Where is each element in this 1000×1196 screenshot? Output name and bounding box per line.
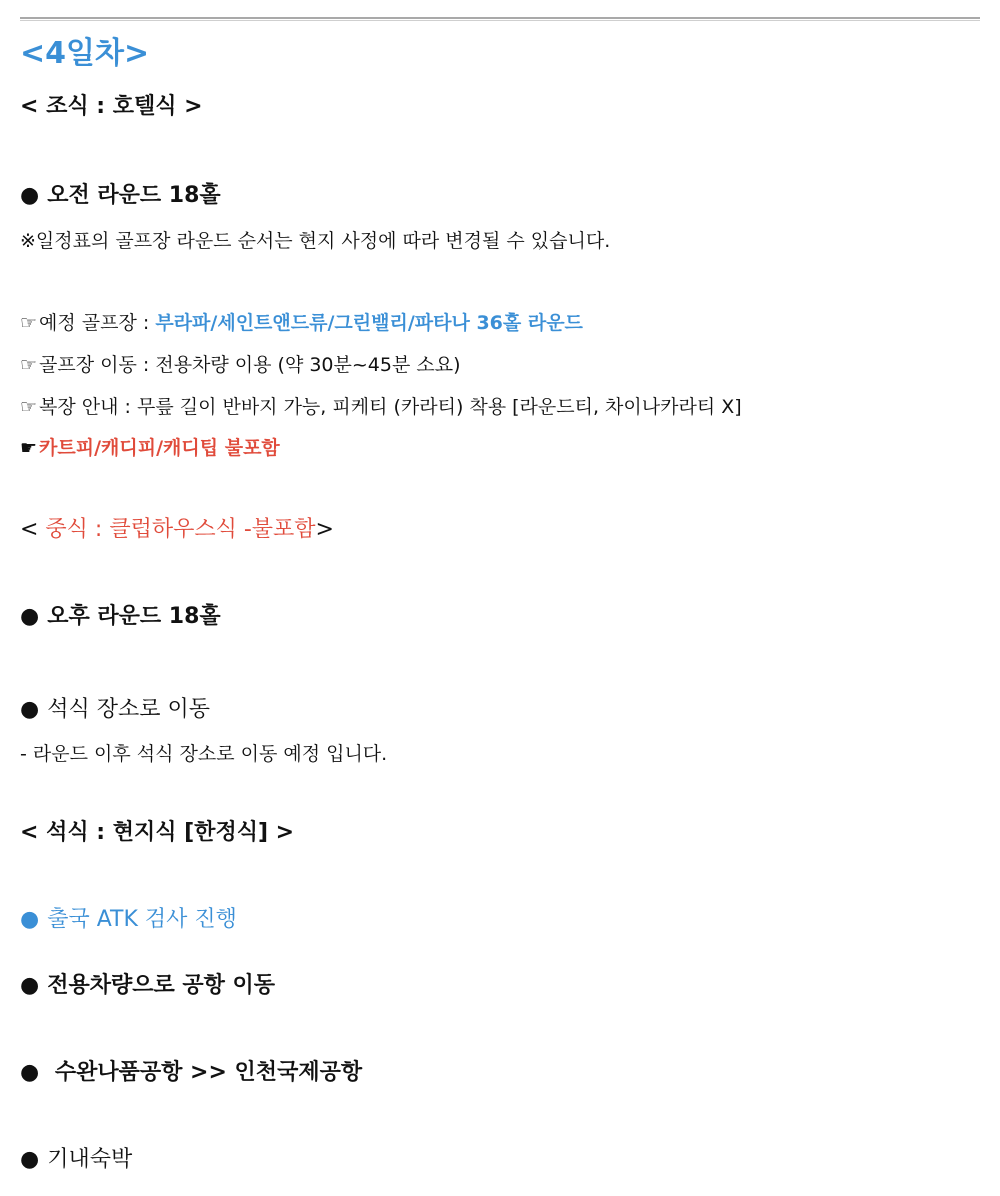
schedule-notice: ※일정표의 골프장 라운드 순서는 현지 사정에 따라 변경될 수 있습니다. bbox=[20, 230, 611, 252]
overnight-label: 기내숙박 bbox=[47, 1147, 133, 1172]
airport-transfer-heading bbox=[20, 973, 275, 999]
bullet-icon: ● bbox=[20, 907, 40, 932]
dinner-move-heading bbox=[20, 697, 210, 723]
flight-route-label: 수완나품공항 >> 인천국제공항 bbox=[47, 1060, 363, 1085]
bullet-icon: ● bbox=[20, 183, 40, 208]
dinner-move-label: 석식 장소로 이동 bbox=[47, 697, 210, 722]
atk-test-heading bbox=[20, 907, 237, 933]
dinner-text: 석식 : 현지식 [한정식] bbox=[38, 820, 276, 845]
bullet-icon: ● bbox=[20, 604, 40, 629]
pointing-hand-icon: ☞ bbox=[20, 396, 38, 418]
transfer-text: 골프장 이동 : 전용차량 이용 (약 30분~45분 소요) bbox=[39, 354, 461, 376]
afternoon-round-heading bbox=[20, 604, 221, 630]
flight-route-heading bbox=[20, 1060, 362, 1086]
bracket-open: < bbox=[20, 517, 39, 542]
afternoon-round-label: 오후 라운드 18홀 bbox=[47, 604, 221, 629]
course-value: 부라파/세인트앤드류/그린밸리/파타나 36홀 라운드 bbox=[155, 312, 583, 334]
overnight-heading bbox=[20, 1147, 132, 1173]
breakfast-heading bbox=[20, 94, 203, 120]
course-line bbox=[20, 312, 583, 335]
fees-line bbox=[20, 437, 280, 460]
morning-round-heading bbox=[20, 183, 221, 209]
transfer-line bbox=[20, 354, 461, 377]
bracket-open: < bbox=[20, 820, 39, 845]
bracket-close: > bbox=[184, 94, 203, 119]
bracket-open: < bbox=[20, 94, 39, 119]
bullet-icon: ● bbox=[20, 973, 40, 998]
pointing-hand-icon: ☞ bbox=[20, 354, 38, 376]
course-label: 예정 골프장 : bbox=[39, 312, 156, 334]
dinner-move-note: - 라운드 이후 석식 장소로 이동 예정 입니다. bbox=[20, 743, 388, 765]
pointing-hand-dark-icon: ☛ bbox=[20, 437, 38, 459]
lunch-text: 중식 : 클럽하우스식 -불포함 bbox=[38, 517, 316, 542]
dress-code-line bbox=[20, 396, 742, 419]
morning-round-label: 오전 라운드 18홀 bbox=[47, 183, 221, 208]
bullet-icon: ● bbox=[20, 697, 40, 722]
pointing-hand-icon: ☞ bbox=[20, 312, 38, 334]
breakfast-text: 조식 : 호텔식 bbox=[38, 94, 185, 119]
atk-test-label: 출국 ATK 검사 진행 bbox=[47, 907, 237, 932]
bracket-close: > bbox=[315, 517, 334, 542]
lunch-heading bbox=[20, 517, 334, 543]
top-divider bbox=[20, 17, 980, 21]
bullet-icon: ● bbox=[20, 1147, 40, 1172]
day-title: <4일차> bbox=[20, 36, 150, 71]
dinner-heading bbox=[20, 820, 294, 846]
bracket-close: > bbox=[275, 820, 295, 845]
airport-transfer-label: 전용차량으로 공항 이동 bbox=[47, 973, 276, 998]
fees-text: 카트피/캐디피/캐디팁 불포함 bbox=[39, 437, 280, 459]
dress-code-text: 복장 안내 : 무릎 길이 반바지 가능, 피케티 (카라티) 착용 [라운드티, 차이나카라티 X] bbox=[39, 396, 742, 418]
bullet-icon: ● bbox=[20, 1060, 40, 1085]
